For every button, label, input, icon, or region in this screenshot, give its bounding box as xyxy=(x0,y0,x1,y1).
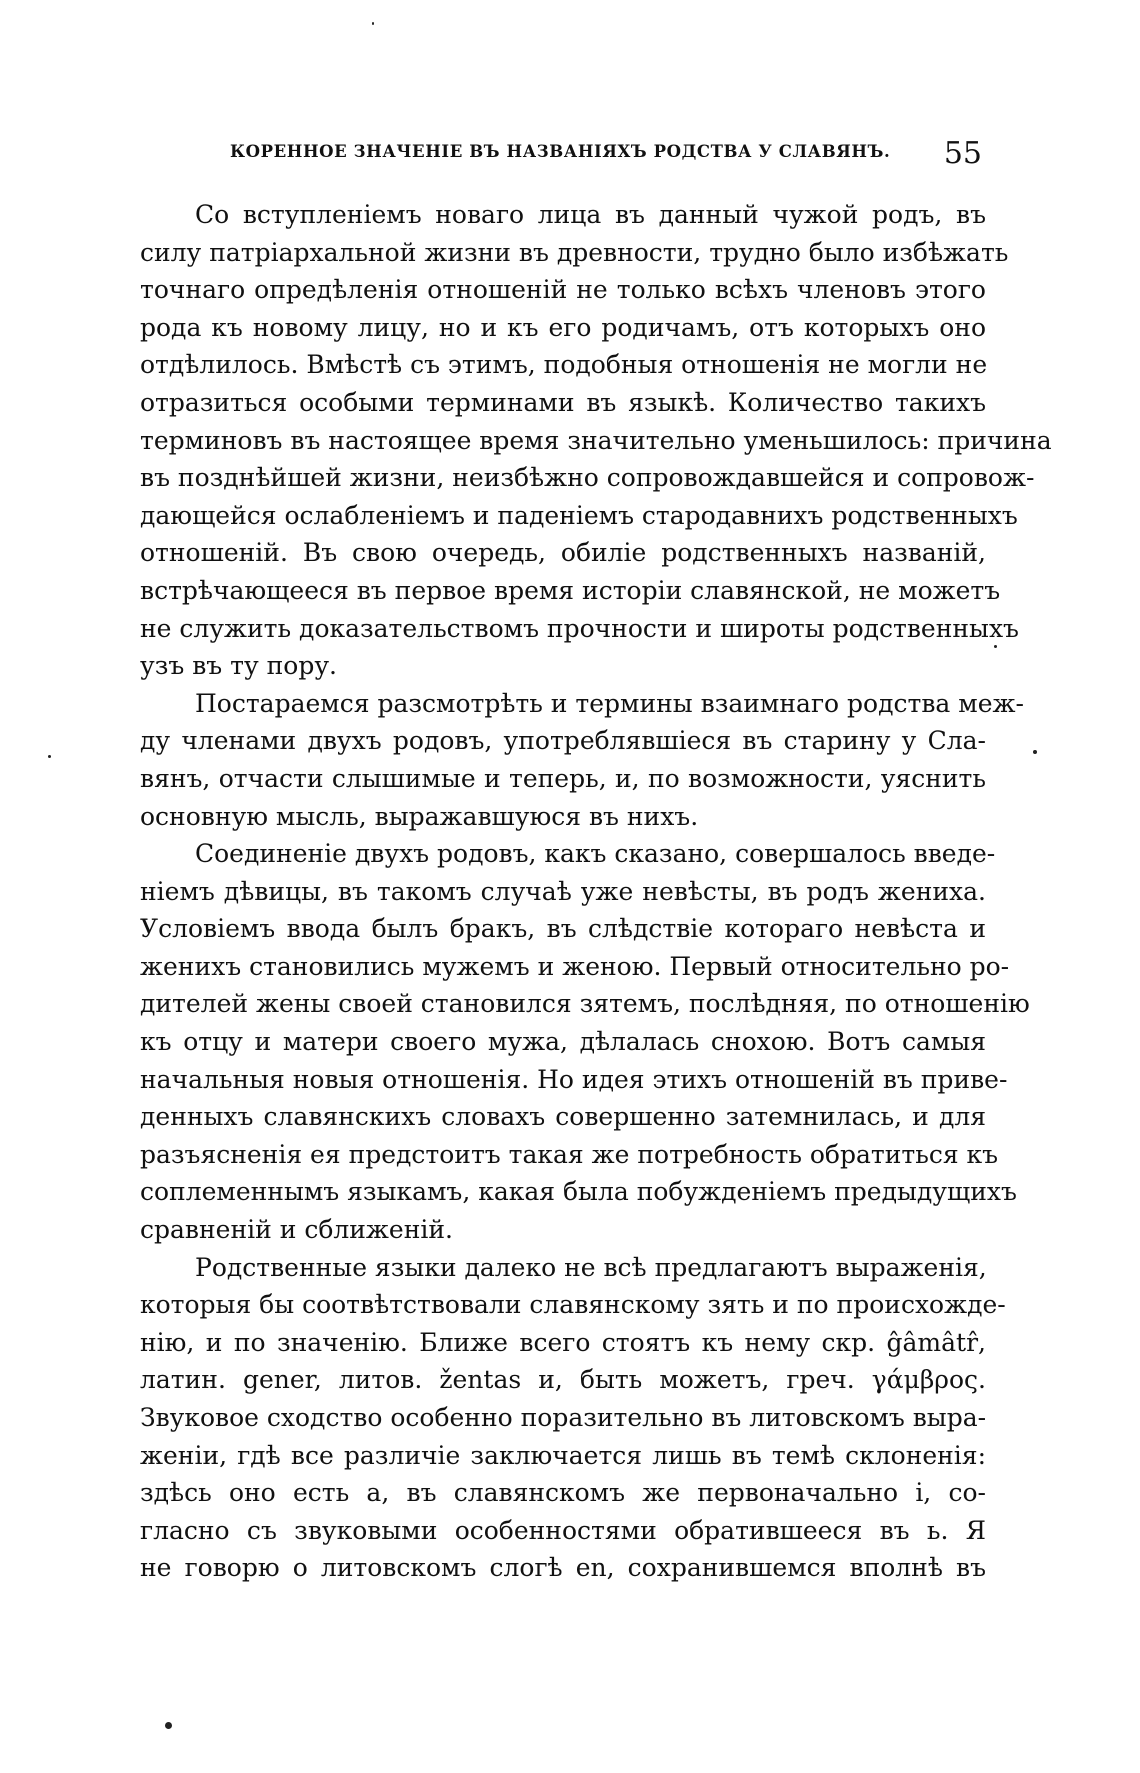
text-line: вянъ, отчасти слышимые и теперь, и, по возможности, уяснить xyxy=(140,763,986,793)
scan-speck xyxy=(372,22,374,25)
text-line: гласно съ звуковыми особенностями обратившееся въ ь. Я xyxy=(140,1515,986,1545)
text-line: отношеній. Въ свою очередь, обиліе родственныхъ названій, xyxy=(140,538,986,568)
text-line: терминовъ въ настоящее время значительно уменьшилось: причина xyxy=(140,425,1052,455)
text-line: женіи, гдѣ все различіе заключается лишь въ темѣ склоненія: xyxy=(140,1440,986,1470)
page-number: 55 xyxy=(943,136,982,171)
scan-speck xyxy=(165,1722,172,1729)
text-line: встрѣчающееся въ первое время исторіи славянской, не можетъ xyxy=(140,575,1001,605)
text-line: женихъ становились мужемъ и женою. Первый относительно ро- xyxy=(140,951,1010,981)
text-line: точнаго опредѣленія отношеній не только всѣхъ членовъ этого xyxy=(140,275,986,305)
text-line: Со вступленіемъ новаго лица въ данный чужой родъ, въ xyxy=(195,200,986,229)
text-line: дающейся ослабленіемъ и паденіемъ стародавнихъ родственныхъ xyxy=(140,500,1018,530)
text-line: въ позднѣйшей жизни, неизбѣжно сопровождавшейся и сопровож- xyxy=(140,463,1035,493)
running-head xyxy=(230,136,982,176)
text-line: узъ въ ту пору. xyxy=(140,651,337,681)
text-line: нію, и по значенію. Ближе всего стоятъ къ нему скр. ĝâmâtr̂, xyxy=(140,1327,986,1357)
text-line: къ отцу и матери своего мужа, дѣлалась снохою. Вотъ самыя xyxy=(140,1027,986,1057)
text-line: отдѣлилось. Вмѣстѣ съ этимъ, подобныя отношенія не могли не xyxy=(140,350,988,380)
text-line: сравненій и сближеній. xyxy=(140,1215,453,1245)
text-line: Звуковое сходство особенно поразительно въ литовскомъ выра- xyxy=(140,1403,987,1432)
paragraph xyxy=(140,835,1030,1249)
text-line: не говорю о литовскомъ слогѣ en, сохранившемся вполнѣ въ xyxy=(140,1553,986,1583)
text-line: основную мысль, выражавшуюся въ нихъ. xyxy=(140,801,699,831)
text-line: Родственные языки далеко не всѣ предлагаютъ выраженія, xyxy=(195,1252,987,1282)
scan-speck xyxy=(994,645,997,648)
text-line: ду членами двухъ родовъ, употреблявшіеся въ старину у Сла- xyxy=(140,726,986,756)
text-line: разъясненія ея предстоитъ такая же потребность обратиться къ xyxy=(140,1139,999,1169)
scan-speck xyxy=(48,755,51,758)
text-line: начальныя новыя отношенія. Но идея этихъ отношеній въ приве- xyxy=(140,1064,1008,1094)
text-line: отразиться особыми терминами въ языкѣ. Количество такихъ xyxy=(140,387,986,417)
scan-speck xyxy=(1033,750,1037,754)
text-line: не служить доказательствомъ прочности и широты родственныхъ xyxy=(140,613,1019,643)
text-line: рода къ новому лицу, но и къ его родичамъ, отъ которыхъ оно xyxy=(140,312,986,342)
text-line: латин. gener, литов. žentas и, быть можетъ, греч. γάμβρος. xyxy=(140,1365,986,1395)
body-text xyxy=(140,196,1052,1587)
text-line: Постараемся разсмотрѣть и термины взаимнаго родства меж- xyxy=(195,688,1024,718)
running-title: КОРЕННОЕ ЗНАЧЕНІЕ ВЪ НАЗВАНІЯХЪ РОДСТВА У СЛАВЯНЪ. xyxy=(230,142,891,161)
text-line: Соединеніе двухъ родовъ, какъ сказано, совершалось введе- xyxy=(195,839,996,869)
text-line: которыя бы соотвѣтствовали славянскому зять и по происхожде- xyxy=(140,1290,1006,1320)
text-line: Условіемъ ввода былъ бракъ, въ слѣдствіе котораго невѣста и xyxy=(140,914,986,944)
paragraph xyxy=(140,1249,1006,1587)
paragraph xyxy=(140,196,1052,685)
text-line: соплеменнымъ языкамъ, какая была побужденіемъ предыдущихъ xyxy=(140,1177,1017,1207)
paragraph xyxy=(140,685,1024,835)
text-line: дителей жены своей становился зятемъ, послѣдняя, по отношенію xyxy=(140,989,1030,1019)
text-line: силу патріархальной жизни въ древности, трудно было избѣжать xyxy=(140,237,1009,267)
text-line: денныхъ славянскихъ словахъ совершенно затемнилась, и для xyxy=(140,1102,986,1132)
text-line: здѣсь оно есть a, въ славянскомъ же первоначально i, со- xyxy=(140,1478,986,1508)
text-line: ніемъ дѣвицы, въ такомъ случаѣ уже невѣсты, въ родъ жениха. xyxy=(140,876,986,906)
